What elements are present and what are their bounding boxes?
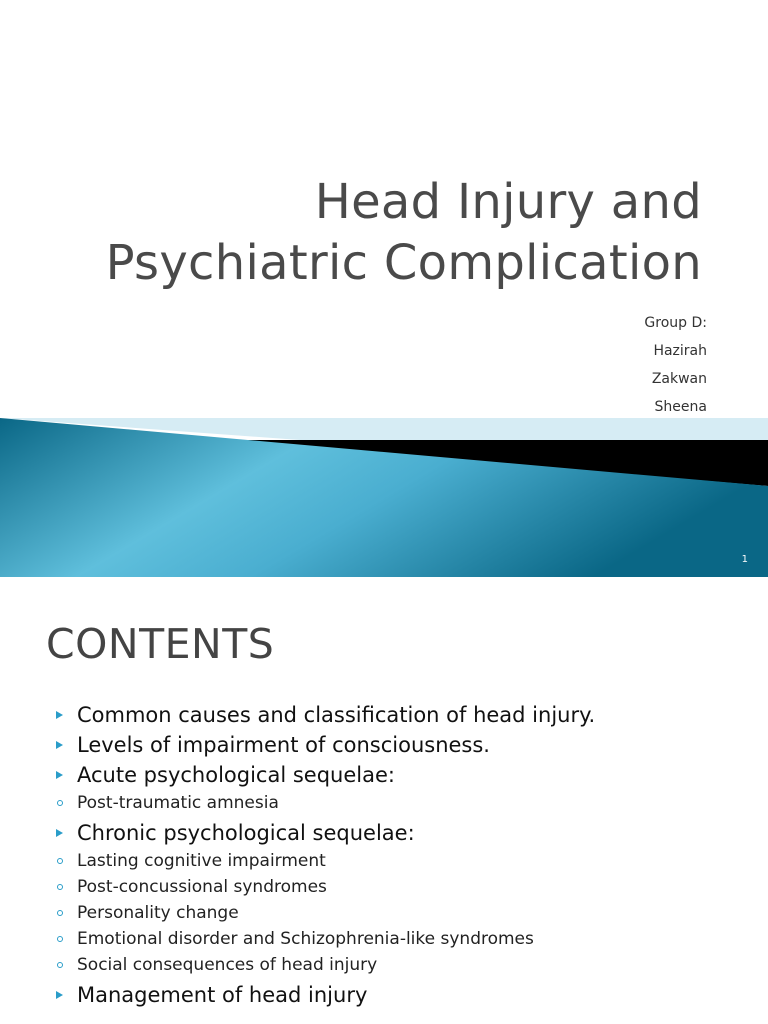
sub-list-item-text: Personality change	[77, 903, 239, 923]
list-item	[56, 980, 595, 1010]
circle-bullet-icon	[57, 800, 63, 806]
member-name: Hazirah	[653, 343, 707, 359]
slide-title	[106, 172, 702, 294]
sub-list	[56, 790, 595, 816]
sub-list-item-text: Emotional disorder and Schizophrenia-like syndromes	[77, 929, 534, 949]
sub-list	[56, 848, 595, 978]
title-line-2: Psychiatric Complication	[105, 235, 702, 291]
sub-list-item-text: Lasting cognitive impairment	[77, 851, 326, 871]
triangle-bullet-icon	[56, 741, 63, 749]
sub-list-item	[56, 952, 595, 978]
sub-list-item-text: Post-concussional syndromes	[77, 877, 327, 897]
circle-bullet-icon	[57, 910, 63, 916]
triangle-bullet-icon	[56, 991, 63, 999]
circle-bullet-icon	[57, 858, 63, 864]
circle-bullet-icon	[57, 884, 63, 890]
member-name: Zakwan	[651, 371, 707, 387]
sub-list-item-text: Post-traumatic amnesia	[77, 793, 279, 813]
sub-list-item	[56, 874, 595, 900]
list-item-text: Management of head injury	[77, 983, 368, 1007]
list-item	[56, 760, 595, 790]
member-name: Sheena	[654, 399, 707, 415]
sub-list-item	[56, 900, 595, 926]
list-item-text: Chronic psychological sequelae:	[77, 821, 415, 845]
list-item	[56, 818, 595, 848]
list-item	[56, 700, 595, 730]
circle-bullet-icon	[57, 962, 63, 968]
circle-bullet-icon	[57, 936, 63, 942]
triangle-bullet-icon	[56, 711, 63, 719]
sub-list-item	[56, 926, 595, 952]
title-line-1: Head Injury and	[314, 174, 702, 230]
list-item-text: Common causes and classification of head injury.	[77, 703, 596, 727]
group-label: Group D:	[644, 315, 707, 331]
sub-list-item-text: Social consequences of head injury	[77, 955, 378, 975]
triangle-bullet-icon	[56, 829, 63, 837]
contents-list	[56, 700, 595, 1010]
list-item-text: Acute psychological sequelae:	[77, 763, 395, 787]
list-item	[56, 730, 595, 760]
list-item-text: Levels of impairment of consciousness.	[77, 733, 490, 757]
decorative-wave-band	[0, 418, 768, 577]
slide-number: 1	[741, 554, 748, 565]
contents-heading: CONTENTS	[46, 620, 275, 668]
sub-list-item	[56, 848, 595, 874]
sub-list-item	[56, 790, 595, 816]
triangle-bullet-icon	[56, 771, 63, 779]
